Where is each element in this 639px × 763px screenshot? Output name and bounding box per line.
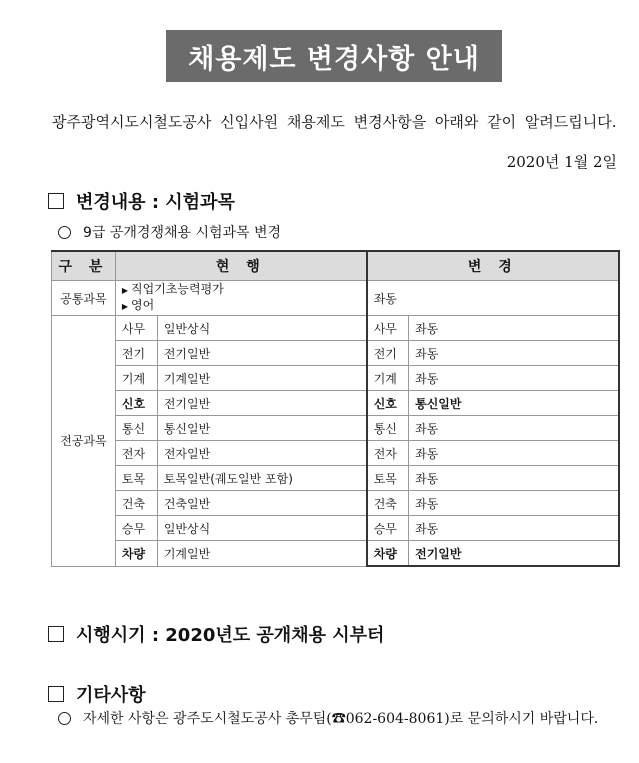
table-row xyxy=(52,391,620,416)
table-row xyxy=(52,416,620,441)
change-field-cell: 기계 xyxy=(367,366,409,391)
field-cell: 전기 xyxy=(115,341,157,366)
change-subject-cell: 통신일반 xyxy=(409,391,619,416)
current-subject-cell: 토목일반(궤도일반 포함) xyxy=(157,466,366,491)
change-subject-cell: 좌동 xyxy=(409,416,619,441)
section-heading: 시행시기 : 2020년도 공개채용 시부터 xyxy=(76,625,385,646)
list-item: ▶ 영어 xyxy=(121,298,155,312)
section-effective-date xyxy=(48,621,384,647)
current-subject-cell: 전자일반 xyxy=(157,441,366,466)
circle-bullet-icon xyxy=(58,226,71,239)
field-cell: 신호 xyxy=(115,391,157,416)
header-current: 현 행 xyxy=(115,251,366,281)
checkbox-square-icon xyxy=(48,193,64,209)
change-subject-cell: 좌동 xyxy=(409,366,619,391)
change-subject-cell: 좌동 xyxy=(409,516,619,541)
table-row xyxy=(52,316,620,341)
intro-text: 광주광역시도시철도공사 신입사원 채용제도 변경사항을 아래와 같이 알려드립니다. xyxy=(52,113,617,131)
section-change-content xyxy=(48,188,235,214)
change-field-cell: 전자 xyxy=(367,441,409,466)
section-heading: 변경내용 : 시험과목 xyxy=(76,192,235,213)
subsection-exam-change xyxy=(58,222,281,242)
field-cell: 사무 xyxy=(115,316,157,341)
change-field-cell: 승무 xyxy=(367,516,409,541)
section-other xyxy=(48,681,146,707)
change-field-cell: 전기 xyxy=(367,341,409,366)
field-cell: 전자 xyxy=(115,441,157,466)
triangle-bullet-icon: ▶ xyxy=(121,286,129,295)
change-subject-cell: 좌동 xyxy=(409,441,619,466)
change-subject-cell: 좌동 xyxy=(409,466,619,491)
change-field-cell: 차량 xyxy=(367,541,409,567)
field-cell: 토목 xyxy=(115,466,157,491)
field-cell: 차량 xyxy=(115,541,157,567)
current-subject-cell: 건축일반 xyxy=(157,491,366,516)
checkbox-square-icon xyxy=(48,626,64,642)
field-cell: 기계 xyxy=(115,366,157,391)
document-date: 2020년 1월 2일 xyxy=(506,153,617,171)
exam-subject-table xyxy=(51,250,620,567)
current-subject-cell: 일반상식 xyxy=(157,516,366,541)
subsection-heading: 9급 공개경쟁채용 시험과목 변경 xyxy=(83,225,282,241)
section-heading: 기타사항 xyxy=(76,685,146,706)
common-change: 좌동 xyxy=(367,281,619,316)
change-subject-cell: 좌동 xyxy=(409,491,619,516)
change-field-cell: 사무 xyxy=(367,316,409,341)
table-row xyxy=(52,491,620,516)
table-row xyxy=(52,541,620,567)
circle-bullet-icon xyxy=(58,712,71,725)
change-subject-cell: 좌동 xyxy=(409,341,619,366)
field-cell: 건축 xyxy=(115,491,157,516)
header-change: 변 경 xyxy=(367,251,619,281)
field-cell: 통신 xyxy=(115,416,157,441)
change-field-cell: 건축 xyxy=(367,491,409,516)
table-row-common xyxy=(52,281,620,316)
table-row xyxy=(52,441,620,466)
change-field-cell: 토목 xyxy=(367,466,409,491)
common-current xyxy=(115,281,366,316)
field-cell: 승무 xyxy=(115,516,157,541)
triangle-bullet-icon: ▶ xyxy=(121,302,129,311)
list-item: ▶ 직업기초능력평가 xyxy=(121,282,224,296)
current-subject-cell: 기계일반 xyxy=(157,366,366,391)
current-subject-cell: 전기일반 xyxy=(157,341,366,366)
checkbox-square-icon xyxy=(48,686,64,702)
table-row xyxy=(52,341,620,366)
page-title: 채용제도 변경사항 안내 xyxy=(166,30,502,82)
change-subject-cell: 좌동 xyxy=(409,316,619,341)
table-row xyxy=(52,366,620,391)
change-field-cell: 통신 xyxy=(367,416,409,441)
change-field-cell: 신호 xyxy=(367,391,409,416)
contact-note-text: 자세한 사항은 광주도시철도공사 총무팀(☎062-604-8061)로 문의하시기 바랍니다. xyxy=(83,711,599,727)
current-subject-cell: 전기일반 xyxy=(157,391,366,416)
table-row xyxy=(52,466,620,491)
current-subject-cell: 기계일반 xyxy=(157,541,366,567)
common-label: 공통과목 xyxy=(52,281,116,316)
current-subject-cell: 통신일반 xyxy=(157,416,366,441)
header-category: 구 분 xyxy=(52,251,116,281)
major-label: 전공과목 xyxy=(52,316,116,567)
table-row xyxy=(52,516,620,541)
current-subject-cell: 일반상식 xyxy=(157,316,366,341)
change-subject-cell: 전기일반 xyxy=(409,541,619,567)
contact-note xyxy=(58,708,598,728)
table-header-row xyxy=(52,251,620,281)
